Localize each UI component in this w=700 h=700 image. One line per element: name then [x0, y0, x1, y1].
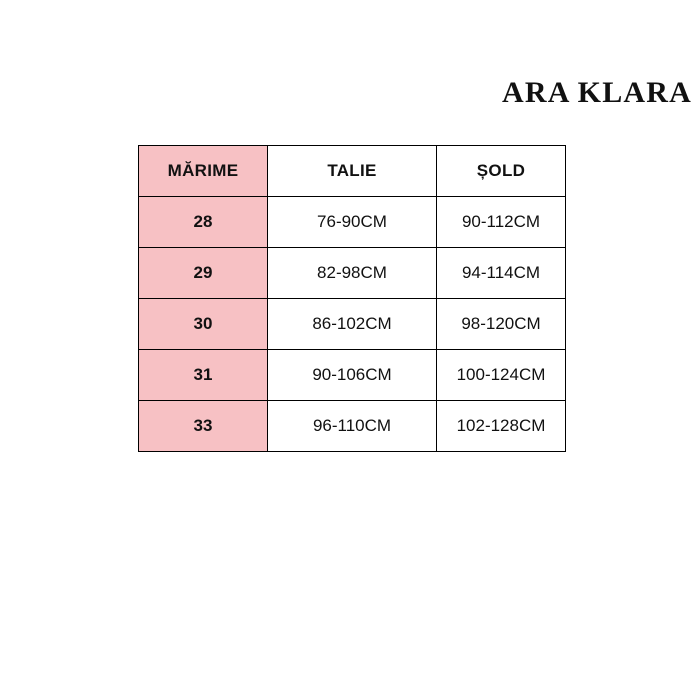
cell-hip: 102-128CM: [437, 401, 566, 452]
table-row: [139, 299, 566, 350]
cell-hip: 90-112CM: [437, 197, 566, 248]
table-row: [139, 350, 566, 401]
size-chart-container: [138, 145, 562, 452]
cell-size: 28: [139, 197, 268, 248]
size-chart-header: [139, 146, 566, 197]
column-header-waist: TALIE: [268, 146, 437, 197]
cell-hip: 94-114CM: [437, 248, 566, 299]
cell-size: 31: [139, 350, 268, 401]
cell-waist: 86-102CM: [268, 299, 437, 350]
cell-size: 33: [139, 401, 268, 452]
cell-waist: 96-110CM: [268, 401, 437, 452]
cell-waist: 82-98CM: [268, 248, 437, 299]
cell-waist: 90-106CM: [268, 350, 437, 401]
column-header-hip: ȘOLD: [437, 146, 566, 197]
size-chart-body: [139, 197, 566, 452]
column-header-size: MĂRIME: [139, 146, 268, 197]
cell-size: 29: [139, 248, 268, 299]
cell-hip: 98-120CM: [437, 299, 566, 350]
table-header-row: [139, 146, 566, 197]
table-row: [139, 197, 566, 248]
cell-size: 30: [139, 299, 268, 350]
table-row: [139, 248, 566, 299]
table-row: [139, 401, 566, 452]
brand-title: ARA KLARA: [502, 76, 692, 109]
cell-hip: 100-124CM: [437, 350, 566, 401]
size-chart-table: [138, 145, 566, 452]
cell-waist: 76-90CM: [268, 197, 437, 248]
